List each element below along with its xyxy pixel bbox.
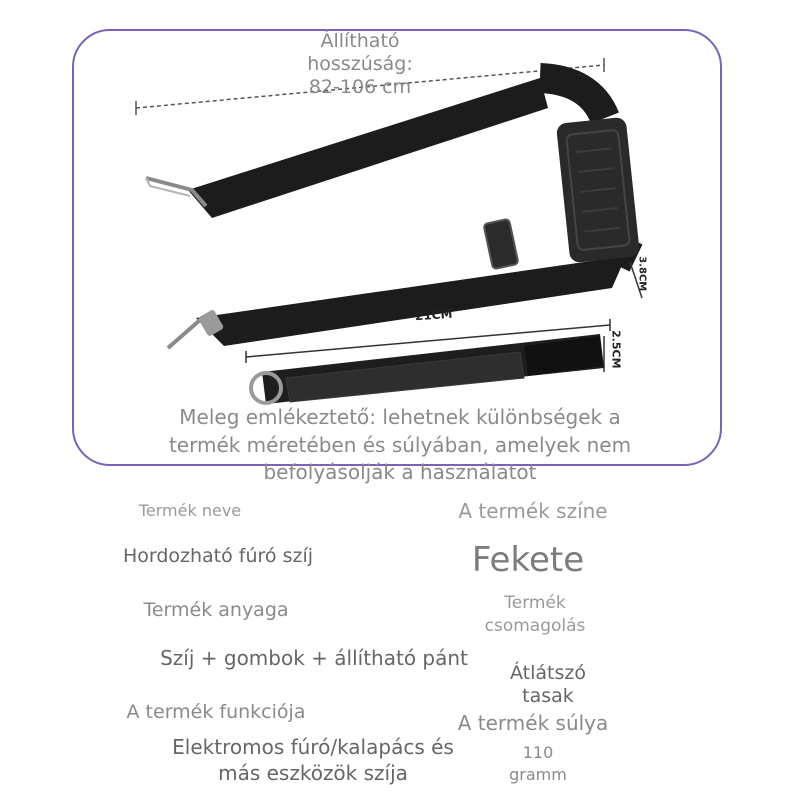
product-function-value: Elektromos fúró/kalapács és más eszközök szíja [172,735,454,785]
product-material-label: Termék anyaga [143,599,289,621]
velcro-pad-strip [251,334,604,404]
product-color-value: Fekete [471,540,585,580]
shoulder-pad [556,117,640,264]
strap-width-label: 3.8CM [636,256,648,292]
product-function-label: A termék funkciója [126,701,306,723]
adjustable-length-label: Állítható hosszúság: 82-106 cm [307,30,413,98]
adjuster-buckle [484,219,519,269]
pad-width-label: 2.5CM [609,330,623,369]
product-name-label: Termék neve [138,501,242,520]
product-material-value: Szíj + gombok + állítható pánt [160,646,468,670]
product-packaging-label: Termék csomagolás [484,593,586,636]
product-packaging-value: Átlátszó tasak [510,662,586,707]
product-weight-label: A termék súlya [457,711,609,735]
bottom-hook [168,309,224,348]
product-name-value: Hordozható fúró szíj [122,545,314,567]
product-color-label: A termék színe [458,499,608,523]
pad-length-label: 21CM [414,306,453,324]
product-weight-value: 110 gramm [509,743,567,784]
warm-reminder-note: Meleg emlékeztető: lehetnek különbségek a termék méretében és súlyában, amelyek nem befolyásolják a használatot [168,405,632,485]
